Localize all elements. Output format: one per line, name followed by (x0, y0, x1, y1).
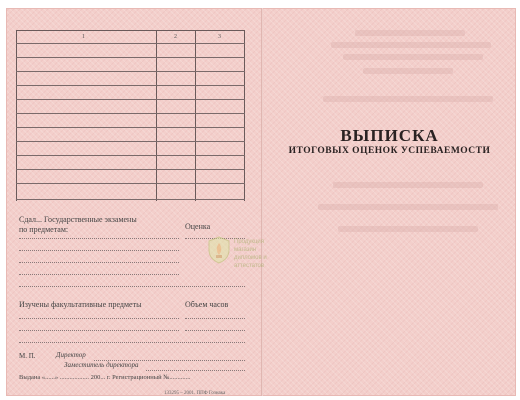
table-column-number: 2 (174, 34, 177, 40)
faint-print-line (323, 96, 493, 102)
left-page (6, 8, 267, 396)
faint-print-line (333, 182, 483, 188)
table-row-line (16, 199, 245, 200)
deputy-director-label: Заместитель директора (64, 361, 139, 369)
exams-heading-line2: по предметам: (19, 225, 69, 234)
watermark-text-line: аттестатов (234, 263, 265, 269)
faint-print-line (338, 226, 478, 232)
watermark-text-line: Продукция (234, 239, 265, 245)
electives-heading: Изучены факультативные предметы (19, 300, 142, 309)
watermark-text-line: магазин (234, 247, 257, 253)
exams-heading (19, 215, 137, 235)
elective-subject-line (19, 342, 245, 343)
diploma-shield-icon (207, 236, 231, 264)
table-column-number: 3 (218, 34, 221, 40)
table-row-line (16, 141, 245, 142)
exam-subject-line (19, 286, 245, 287)
right-page (263, 8, 516, 396)
issued-date-line: Выдана «......» .................. 200... г. Регистрационный №............. (19, 374, 191, 381)
faint-print-line (343, 54, 483, 60)
watermark-text-line: дипломов и (234, 255, 267, 261)
table-row-line (16, 169, 245, 170)
faint-print-line (355, 30, 465, 36)
stamp-label: М. П. (19, 352, 36, 360)
exams-heading-line1: Сдал... Государственные экзамены (19, 215, 137, 224)
table-row-line (16, 71, 245, 72)
grade-label: Оценка (185, 222, 211, 231)
exam-subject-line (19, 262, 179, 263)
printer-note: 133295 – 2001. ППФ Гознака (164, 391, 226, 396)
table-row-line (16, 155, 245, 156)
document-title: ВЫПИСКА (340, 126, 439, 145)
director-label: Директор (56, 351, 86, 359)
table-row-line (16, 85, 245, 86)
table-row-line (16, 113, 245, 114)
document-subtitle: ИТОГОВЫХ ОЦЕНОК УСПЕВАЕМОСТИ (288, 146, 491, 156)
elective-subject-line (19, 330, 179, 331)
table-row-line (16, 127, 245, 128)
table-header-line (16, 43, 245, 44)
hours-label: Объем часов (185, 300, 229, 309)
exam-subject-line (19, 250, 179, 251)
elective-subject-line (19, 318, 179, 319)
document-spread (6, 8, 516, 396)
faint-print-line (363, 68, 453, 74)
exam-subject-line (19, 238, 179, 239)
faint-print-line (331, 42, 491, 48)
exam-subject-line (19, 274, 179, 275)
deputy-signature-line (146, 370, 245, 371)
elective-hours-line (185, 318, 245, 319)
faint-print-line (318, 204, 498, 210)
table-column-number: 1 (82, 34, 85, 40)
watermark-text (234, 238, 267, 270)
grades-table (16, 30, 245, 201)
elective-hours-line (185, 330, 245, 331)
table-row-line (16, 57, 245, 58)
table-row-line (16, 183, 245, 184)
table-row-line (16, 99, 245, 100)
